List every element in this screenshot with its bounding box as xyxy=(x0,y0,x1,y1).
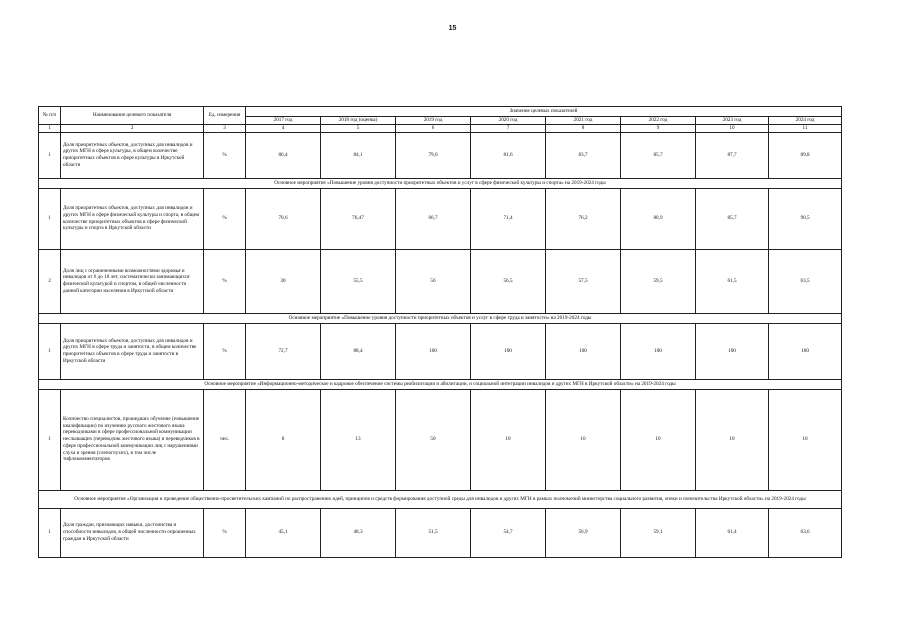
indicator-value: 10 xyxy=(621,389,696,490)
indicator-value: 79,6 xyxy=(396,132,471,178)
indicator-name: Доля приоритетных объектов, доступных для инвалидов и других МГН в сфере труда и занятости, в общем количестве приоритетных объектов в сфере труда и занятости в Иркутской области xyxy=(61,323,204,379)
header-year: 2022 год xyxy=(621,117,696,125)
indicator-value: 83,7 xyxy=(546,132,621,178)
row-num: 1 xyxy=(39,508,61,557)
indicator-value: 56,9 xyxy=(546,508,621,557)
header-unit: Ед. измерения xyxy=(204,107,246,125)
indicator-value: 10 xyxy=(546,389,621,490)
page-number: 15 xyxy=(448,25,457,32)
table-row xyxy=(39,249,842,313)
indicator-value: 86,4 xyxy=(246,132,321,178)
indicator-value: 81,6 xyxy=(471,132,546,178)
indicator-value: 100 xyxy=(396,323,471,379)
indicator-name: Доля приоритетных объектов, доступных для инвалидов и других МГН в сфере культуры, в общем количестве приоритетных объектов в сфере культуры в Иркутской области xyxy=(61,132,204,178)
indicator-value: 55,5 xyxy=(321,249,396,313)
header-year: 2018 год (оценка) xyxy=(321,117,396,125)
table-row xyxy=(39,323,842,379)
row-num: 1 xyxy=(39,389,61,490)
column-number: 4 xyxy=(246,124,321,132)
indicator-value: 61,5 xyxy=(696,249,769,313)
indicator-unit: % xyxy=(204,323,246,379)
indicator-value: 56,5 xyxy=(471,249,546,313)
table-row xyxy=(39,132,842,178)
section-row xyxy=(39,178,842,188)
header-year: 2020 год xyxy=(471,117,546,125)
indicator-value: 100 xyxy=(471,323,546,379)
column-number-row xyxy=(39,124,842,132)
indicator-value: 45,1 xyxy=(246,508,321,557)
column-number: 5 xyxy=(321,124,396,132)
indicator-name: Доля приоритетных объектов, доступных для инвалидов и других МГН в сфере физической культуры и спорта, в общем количестве приоритетных объектов в сфере физической культуры и спорта в Иркутской области xyxy=(61,188,204,249)
indicator-value: 59,5 xyxy=(621,249,696,313)
indicator-name: Количество специалистов, прошедших обучение (повышение квалификации) по изучению русского жестового языка переводчиками в сфере профессиональной коммуникации неслышащих (переводчик жестового языка) и переводчиков в сфере профессиональной коммуникации лиц с нарушениями слуха и зрения (слепоглухих), в том числе тифлокомментаторов xyxy=(61,389,204,490)
row-num: 2 xyxy=(39,249,61,313)
header-year: 2024 год xyxy=(769,117,842,125)
indicator-value: 59,1 xyxy=(621,508,696,557)
header-values-group: Значение целевых показателей xyxy=(246,107,842,117)
indicator-value: 71,4 xyxy=(471,188,546,249)
indicator-value: 51,5 xyxy=(396,508,471,557)
indicator-value: 100 xyxy=(696,323,769,379)
header-year: 2019 год xyxy=(396,117,471,125)
indicator-value: 72,7 xyxy=(246,323,321,379)
column-number: 9 xyxy=(621,124,696,132)
indicator-value: 76,2 xyxy=(546,188,621,249)
header-name: Наименование целевого показателя xyxy=(61,107,204,125)
indicator-unit: чел. xyxy=(204,389,246,490)
header-num: № п/п xyxy=(39,107,61,125)
indicator-value: 10 xyxy=(696,389,769,490)
table-row xyxy=(39,188,842,249)
indicator-value: 85,7 xyxy=(621,132,696,178)
section-row xyxy=(39,313,842,323)
indicator-value: 87,7 xyxy=(696,132,769,178)
table-row xyxy=(39,508,842,557)
indicator-value: 80,9 xyxy=(621,188,696,249)
indicator-value: 100 xyxy=(546,323,621,379)
section-title: Основное мероприятие «Информационно-методическое и кадровое обеспечение системы реабилитации и абилитации, и социальной интеграции инвалидов и других МГН в Иркутской области» на 2019-2024 годы xyxy=(39,379,842,389)
indicator-value: 63,6 xyxy=(769,508,842,557)
indicator-value: 90,5 xyxy=(769,188,842,249)
indicator-value: 10 xyxy=(471,389,546,490)
table-row xyxy=(39,389,842,490)
indicator-value: 85,7 xyxy=(696,188,769,249)
indicator-value: 63,5 xyxy=(769,249,842,313)
section-row xyxy=(39,490,842,508)
indicator-value: 8 xyxy=(246,389,321,490)
section-row xyxy=(39,379,842,389)
indicator-value: 100 xyxy=(621,323,696,379)
indicator-value: 84,1 xyxy=(321,132,396,178)
header-row xyxy=(39,107,842,117)
indicator-name: Доля лиц с ограниченными возможностями здоровья и инвалидов от 6 до 18 лет, систематически занимающихся физической культурой и спортом, в общей численности данной категории населения в Иркутской области xyxy=(61,249,204,313)
row-num: 1 xyxy=(39,132,61,178)
column-number: 3 xyxy=(204,124,246,132)
indicator-value: 89,8 xyxy=(769,132,842,178)
indicator-name: Доля граждан, признающих навыки, достоинства и способности инвалидов, в общей численности опрошенных граждан в Иркутской области xyxy=(61,508,204,557)
header-year: 2023 год xyxy=(696,117,769,125)
column-number: 6 xyxy=(396,124,471,132)
indicator-value: 48,3 xyxy=(321,508,396,557)
column-number: 8 xyxy=(546,124,621,132)
column-number: 2 xyxy=(61,124,204,132)
indicator-unit: % xyxy=(204,249,246,313)
indicator-value: 54,7 xyxy=(471,508,546,557)
indicator-value: 88,4 xyxy=(321,323,396,379)
section-title: Основное мероприятие «Повышение уровня доступности приоритетных объектов и услуг в сфере физической культуры и спорта» на 2019-2024 годы xyxy=(39,178,842,188)
header-year: 2017 год xyxy=(246,117,321,125)
row-num: 1 xyxy=(39,188,61,249)
indicator-value: 13 xyxy=(321,389,396,490)
indicator-value: 50 xyxy=(396,389,471,490)
header-year: 2021 год xyxy=(546,117,621,125)
indicator-value: 70,6 xyxy=(246,188,321,249)
indicator-unit: % xyxy=(204,188,246,249)
section-title: Основное мероприятие «Повышение уровня доступности приоритетных объектов и услуг в сфере труда и занятости» на 2019-2024 годы xyxy=(39,313,842,323)
indicator-value: 100 xyxy=(769,323,842,379)
column-number: 10 xyxy=(696,124,769,132)
indicator-value: 57,5 xyxy=(546,249,621,313)
indicator-value: 61,4 xyxy=(696,508,769,557)
indicators-table xyxy=(38,106,842,558)
row-num: 1 xyxy=(39,323,61,379)
indicator-value: 66,7 xyxy=(396,188,471,249)
column-number: 7 xyxy=(471,124,546,132)
section-title: Основное мероприятие «Организация и проведение общественно-просветительских кампаний по распространению идей, принципов и средств формирования доступной среды для инвалидов и других МГН в рамках полномочий министерства социального развития, опеки и попечительства Иркутской области» на 2019-2024 годы xyxy=(39,490,842,508)
column-number: 11 xyxy=(769,124,842,132)
indicator-unit: % xyxy=(204,132,246,178)
indicator-value: 30 xyxy=(246,249,321,313)
indicator-value: 10 xyxy=(769,389,842,490)
indicator-unit: % xyxy=(204,508,246,557)
column-number: 1 xyxy=(39,124,61,132)
indicator-value: 56 xyxy=(396,249,471,313)
indicator-value: 76,47 xyxy=(321,188,396,249)
